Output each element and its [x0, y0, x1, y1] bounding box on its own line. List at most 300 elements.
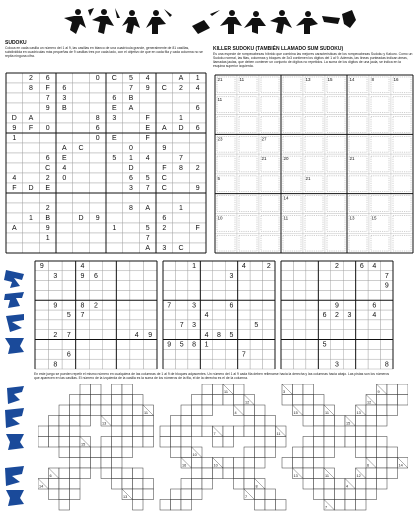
sudoku-cell[interactable] [89, 193, 106, 203]
kakuro-cell[interactable] [91, 395, 102, 406]
samurai3-cell[interactable] [306, 300, 318, 310]
killer-cell[interactable] [369, 154, 391, 174]
kakuro-cell[interactable] [244, 458, 255, 469]
sudoku-cell[interactable] [123, 133, 140, 143]
samurai1-cell[interactable] [35, 290, 49, 300]
samurai3-cell[interactable] [368, 330, 380, 340]
kakuro-cell[interactable] [377, 437, 388, 448]
samurai1-cell[interactable] [130, 281, 144, 291]
killer-cell[interactable] [325, 154, 347, 174]
samurai1-cell[interactable] [143, 320, 157, 330]
samurai1-cell[interactable] [143, 271, 157, 281]
samurai1-cell[interactable] [130, 340, 144, 350]
killer-cell[interactable] [391, 134, 413, 154]
samurai1-cell[interactable] [35, 300, 49, 310]
killer-cell[interactable] [259, 174, 281, 194]
samurai2-cell[interactable] [163, 281, 175, 291]
samurai3-cell[interactable] [381, 310, 393, 320]
sudoku-cell[interactable] [6, 83, 23, 93]
sudoku-cell[interactable] [106, 123, 123, 133]
samurai2-cell[interactable] [163, 261, 175, 271]
samurai2-cell[interactable] [238, 271, 250, 281]
samurai2-cell[interactable] [175, 281, 187, 291]
killer-cell[interactable] [259, 233, 281, 253]
killer-cell[interactable] [303, 194, 325, 214]
kakuro-cell[interactable] [112, 437, 123, 448]
kakuro-cell[interactable] [314, 395, 325, 406]
kakuro-cell[interactable] [265, 489, 276, 500]
samurai1-cell[interactable] [89, 261, 103, 271]
kakuro-cell[interactable] [303, 479, 314, 490]
kakuro-cell[interactable] [314, 426, 325, 437]
samurai2-cell[interactable] [200, 300, 212, 310]
sudoku-cell[interactable] [73, 183, 90, 193]
kakuro-cell[interactable] [133, 437, 144, 448]
samurai2-cell[interactable] [188, 290, 200, 300]
kakuro-cell[interactable] [255, 458, 266, 469]
kakuro-cell[interactable] [181, 447, 192, 458]
killer-cell[interactable] [347, 194, 369, 214]
sudoku-cell[interactable] [173, 183, 190, 193]
samurai3-cell[interactable] [356, 340, 368, 350]
sudoku-cell[interactable] [123, 233, 140, 243]
kakuro-cell[interactable] [377, 395, 388, 406]
samurai3-cell[interactable] [318, 330, 330, 340]
kakuro-cell[interactable] [112, 468, 123, 479]
sudoku-cell[interactable] [106, 83, 123, 93]
samurai2-cell[interactable] [225, 359, 237, 369]
sudoku-cell[interactable] [6, 213, 23, 223]
sudoku-cell[interactable] [156, 93, 173, 103]
sudoku-cell[interactable] [89, 83, 106, 93]
samurai1-cell[interactable] [35, 271, 49, 281]
samurai2-cell[interactable] [163, 349, 175, 359]
kakuro-cell[interactable] [255, 489, 266, 500]
sudoku-cell[interactable] [73, 243, 90, 253]
sudoku-cell[interactable] [56, 133, 73, 143]
samurai2-cell[interactable] [200, 271, 212, 281]
samurai1-cell[interactable] [62, 320, 76, 330]
samurai3-cell[interactable] [356, 271, 368, 281]
sudoku-cell[interactable] [106, 183, 123, 193]
sudoku-cell[interactable] [73, 173, 90, 183]
samurai1-cell[interactable] [130, 300, 144, 310]
kakuro-cell[interactable] [122, 395, 133, 406]
sudoku-cell[interactable] [106, 203, 123, 213]
kakuro-cell[interactable] [122, 416, 133, 427]
killer-cell[interactable] [215, 233, 237, 253]
killer-cell[interactable] [237, 213, 259, 233]
kakuro-cell[interactable] [59, 447, 70, 458]
samurai3-cell[interactable] [306, 340, 318, 350]
kakuro-cell[interactable] [80, 416, 91, 427]
kakuro-cell[interactable] [356, 437, 367, 448]
kakuro-cell[interactable] [303, 468, 314, 479]
kakuro-cell[interactable] [171, 447, 182, 458]
sudoku-cell[interactable] [189, 193, 206, 203]
samurai1-cell[interactable] [103, 349, 117, 359]
samurai1-cell[interactable] [62, 281, 76, 291]
samurai3-cell[interactable] [293, 310, 305, 320]
kakuro-cell[interactable] [234, 479, 245, 490]
samurai2-cell[interactable] [175, 261, 187, 271]
sudoku-cell[interactable] [23, 233, 40, 243]
samurai2-cell[interactable] [213, 271, 225, 281]
kakuro-cell[interactable] [80, 458, 91, 469]
sudoku-cell[interactable] [89, 153, 106, 163]
kakuro-cell[interactable] [202, 479, 213, 490]
samurai1-cell[interactable] [116, 359, 130, 369]
samurai1-cell[interactable] [103, 310, 117, 320]
killer-cell[interactable] [281, 134, 303, 154]
samurai1-cell[interactable] [89, 330, 103, 340]
sudoku-cell[interactable] [123, 243, 140, 253]
samurai1-cell[interactable] [62, 271, 76, 281]
killer-cell[interactable] [237, 115, 259, 135]
kakuro-cell[interactable] [160, 500, 171, 511]
sudoku-cell[interactable] [156, 153, 173, 163]
sudoku-cell[interactable] [89, 163, 106, 173]
sudoku-cell[interactable] [56, 183, 73, 193]
kakuro-cell[interactable] [293, 447, 304, 458]
samurai1-cell[interactable] [35, 349, 49, 359]
kakuro-cell[interactable] [356, 489, 367, 500]
samurai2-cell[interactable] [163, 310, 175, 320]
samurai1-cell[interactable] [62, 261, 76, 271]
kakuro-cell[interactable] [80, 447, 91, 458]
kakuro-cell[interactable] [171, 437, 182, 448]
samurai3-cell[interactable] [368, 349, 380, 359]
sudoku-cell[interactable] [173, 173, 190, 183]
sudoku-cell[interactable] [73, 83, 90, 93]
kakuro-cell[interactable] [133, 405, 144, 416]
samurai1-cell[interactable] [116, 281, 130, 291]
samurai3-cell[interactable] [318, 359, 330, 369]
kakuro-cell[interactable] [398, 395, 409, 406]
samurai1-cell[interactable] [49, 310, 63, 320]
samurai2-cell[interactable] [188, 310, 200, 320]
samurai1-cell[interactable] [35, 340, 49, 350]
kakuro-cell[interactable] [324, 489, 335, 500]
sudoku-cell[interactable] [23, 103, 40, 113]
kakuro-cell[interactable] [122, 405, 133, 416]
samurai3-cell[interactable] [306, 310, 318, 320]
sudoku-cell[interactable] [123, 193, 140, 203]
sudoku-cell[interactable] [173, 233, 190, 243]
kakuro-cell[interactable] [223, 395, 234, 406]
samurai3-cell[interactable] [293, 271, 305, 281]
killer-cell[interactable] [325, 174, 347, 194]
killer-cell[interactable] [259, 75, 281, 95]
kakuro-cell[interactable] [112, 384, 123, 395]
samurai1-cell[interactable] [130, 290, 144, 300]
sudoku-cell[interactable] [56, 193, 73, 203]
samurai2-cell[interactable] [200, 281, 212, 291]
kakuro-cell[interactable] [70, 468, 81, 479]
samurai1-cell[interactable] [143, 310, 157, 320]
samurai2-cell[interactable] [163, 271, 175, 281]
kakuro-cell[interactable] [265, 437, 276, 448]
kakuro-cell[interactable] [112, 405, 123, 416]
samurai2-cell[interactable] [250, 349, 262, 359]
samurai2-cell[interactable] [263, 349, 275, 359]
kakuro-cell[interactable] [293, 395, 304, 406]
killer-cell[interactable] [391, 115, 413, 135]
samurai3-cell[interactable] [356, 320, 368, 330]
kakuro-cell[interactable] [122, 384, 133, 395]
sudoku-cell[interactable] [23, 143, 40, 153]
samurai2-cell[interactable] [213, 281, 225, 291]
kakuro-cell[interactable] [223, 426, 234, 437]
kakuro-cell[interactable] [59, 500, 70, 511]
sudoku-cell[interactable] [73, 203, 90, 213]
kakuro-cell[interactable] [366, 479, 377, 490]
sudoku-cell[interactable] [89, 183, 106, 193]
samurai3-cell[interactable] [306, 330, 318, 340]
kakuro-cell[interactable] [324, 437, 335, 448]
kakuro-cell[interactable] [143, 479, 154, 490]
samurai2-cell[interactable] [175, 330, 187, 340]
samurai3-cell[interactable] [281, 271, 293, 281]
samurai3-cell[interactable] [356, 359, 368, 369]
samurai1-cell[interactable] [103, 290, 117, 300]
sudoku-cell[interactable] [73, 133, 90, 143]
samurai3-cell[interactable] [356, 290, 368, 300]
samurai2-cell[interactable] [163, 330, 175, 340]
sudoku-cell[interactable] [23, 133, 40, 143]
samurai3-cell[interactable] [343, 330, 355, 340]
samurai2-cell[interactable] [238, 300, 250, 310]
samurai2-cell[interactable] [250, 310, 262, 320]
kakuro-cell[interactable] [112, 416, 123, 427]
kakuro-cell[interactable] [70, 479, 81, 490]
samurai1-cell[interactable] [116, 271, 130, 281]
kakuro-cell[interactable] [160, 437, 171, 448]
killer-cell[interactable] [237, 174, 259, 194]
kakuro-cell[interactable] [265, 447, 276, 458]
kakuro-cell[interactable] [303, 447, 314, 458]
kakuro-cell[interactable] [244, 426, 255, 437]
samurai3-cell[interactable] [318, 281, 330, 291]
sudoku-cell[interactable] [56, 73, 73, 83]
killer-cell[interactable] [303, 154, 325, 174]
samurai2-cell[interactable] [188, 281, 200, 291]
samurai2-cell[interactable] [175, 300, 187, 310]
samurai1-cell[interactable] [130, 359, 144, 369]
kakuro-cell[interactable] [356, 500, 367, 511]
samurai3-cell[interactable] [343, 320, 355, 330]
sudoku-cell[interactable] [73, 163, 90, 173]
sudoku-cell[interactable] [23, 173, 40, 183]
kakuro-cell[interactable] [314, 458, 325, 469]
kakuro-cell[interactable] [356, 426, 367, 437]
killer-cell[interactable] [391, 95, 413, 115]
samurai2-cell[interactable] [238, 330, 250, 340]
kakuro-cell[interactable] [122, 479, 133, 490]
samurai3-cell[interactable] [331, 330, 343, 340]
samurai1-cell[interactable] [130, 349, 144, 359]
killer-cell[interactable] [303, 213, 325, 233]
sudoku-cell[interactable] [189, 133, 206, 143]
samurai3-cell[interactable] [331, 290, 343, 300]
kakuro-cell[interactable] [202, 426, 213, 437]
sudoku-cell[interactable] [139, 93, 156, 103]
kakuro-cell[interactable] [101, 468, 112, 479]
kakuro-cell[interactable] [70, 489, 81, 500]
samurai1-cell[interactable] [49, 281, 63, 291]
kakuro-cell[interactable] [335, 489, 346, 500]
samurai1-cell[interactable] [103, 271, 117, 281]
samurai2-cell[interactable] [225, 320, 237, 330]
kakuro-cell[interactable] [366, 405, 377, 416]
samurai1-cell[interactable] [76, 290, 90, 300]
samurai3-cell[interactable] [368, 359, 380, 369]
samurai2-cell[interactable] [200, 320, 212, 330]
samurai3-cell[interactable] [331, 271, 343, 281]
kakuro-cell[interactable] [314, 405, 325, 416]
sudoku-cell[interactable] [139, 103, 156, 113]
samurai3-cell[interactable] [368, 281, 380, 291]
samurai3-cell[interactable] [281, 261, 293, 271]
samurai2-cell[interactable] [263, 340, 275, 350]
samurai1-cell[interactable] [89, 340, 103, 350]
samurai3-cell[interactable] [293, 281, 305, 291]
kakuro-cell[interactable] [314, 479, 325, 490]
sudoku-cell[interactable] [156, 73, 173, 83]
samurai1-cell[interactable] [116, 300, 130, 310]
sudoku-cell[interactable] [189, 153, 206, 163]
sudoku-cell[interactable] [73, 73, 90, 83]
kakuro-cell[interactable] [282, 395, 293, 406]
kakuro-cell[interactable] [59, 489, 70, 500]
samurai3-cell[interactable] [318, 300, 330, 310]
samurai3-cell[interactable] [343, 261, 355, 271]
samurai2-cell[interactable] [263, 320, 275, 330]
kakuro-cell[interactable] [314, 447, 325, 458]
kakuro-cell[interactable] [356, 447, 367, 458]
kakuro-cell[interactable] [335, 416, 346, 427]
samurai3-cell[interactable] [293, 320, 305, 330]
samurai3-cell[interactable] [281, 290, 293, 300]
samurai3-cell[interactable] [381, 290, 393, 300]
samurai3-cell[interactable] [368, 340, 380, 350]
samurai1-cell[interactable] [76, 320, 90, 330]
killer-cell[interactable] [391, 154, 413, 174]
sudoku-cell[interactable] [56, 223, 73, 233]
samurai1-cell[interactable] [143, 281, 157, 291]
samurai2-cell[interactable] [163, 359, 175, 369]
samurai3-cell[interactable] [356, 310, 368, 320]
kakuro-cell[interactable] [192, 479, 203, 490]
kakuro-cell[interactable] [49, 437, 60, 448]
sudoku-cell[interactable] [173, 103, 190, 113]
samurai2-cell[interactable] [200, 261, 212, 271]
kakuro-cell[interactable] [101, 405, 112, 416]
samurai2-cell[interactable] [250, 261, 262, 271]
kakuro-cell[interactable] [101, 395, 112, 406]
kakuro-cell[interactable] [160, 426, 171, 437]
kakuro-cell[interactable] [122, 437, 133, 448]
samurai2-cell[interactable] [263, 359, 275, 369]
samurai3-cell[interactable] [293, 330, 305, 340]
samurai1-cell[interactable] [49, 349, 63, 359]
kakuro-cell[interactable] [171, 500, 182, 511]
killer-cell[interactable] [391, 233, 413, 253]
kakuro-cell[interactable] [213, 384, 224, 395]
kakuro-cell[interactable] [377, 416, 388, 427]
samurai1-cell[interactable] [76, 359, 90, 369]
kakuro-cell[interactable] [101, 447, 112, 458]
samurai1-cell[interactable] [130, 271, 144, 281]
kakuro-cell[interactable] [70, 426, 81, 437]
killer-cell[interactable] [259, 95, 281, 115]
killer-cell[interactable] [391, 213, 413, 233]
killer-cell[interactable] [325, 213, 347, 233]
killer-cell[interactable] [237, 154, 259, 174]
sudoku-cell[interactable] [39, 193, 56, 203]
kakuro-cell[interactable] [171, 426, 182, 437]
samurai3-cell[interactable] [356, 330, 368, 340]
samurai2-cell[interactable] [250, 330, 262, 340]
kakuro-cell[interactable] [335, 479, 349, 490]
killer-cell[interactable] [237, 95, 259, 115]
killer-cell[interactable] [347, 95, 369, 115]
sudoku-cell[interactable] [73, 223, 90, 233]
kakuro-cell[interactable] [213, 395, 224, 406]
kakuro-cell[interactable] [80, 468, 91, 479]
samurai1-cell[interactable] [103, 340, 117, 350]
samurai1-cell[interactable] [49, 261, 63, 271]
kakuro-cell[interactable] [59, 426, 70, 437]
sudoku-cell[interactable] [89, 143, 106, 153]
kakuro-cell[interactable] [59, 437, 70, 448]
samurai1-cell[interactable] [62, 290, 76, 300]
killer-cell[interactable] [369, 95, 391, 115]
samurai3-cell[interactable] [281, 330, 293, 340]
kakuro-cell[interactable] [112, 458, 123, 469]
samurai2-cell[interactable] [250, 340, 262, 350]
sudoku-cell[interactable] [189, 173, 206, 183]
kakuro-cell[interactable] [101, 437, 112, 448]
sudoku-cell[interactable] [189, 243, 206, 253]
killer-cell[interactable] [369, 174, 391, 194]
killer-cell[interactable] [325, 194, 347, 214]
samurai1-cell[interactable] [62, 300, 76, 310]
sudoku-cell[interactable] [106, 193, 123, 203]
sudoku-cell[interactable] [73, 113, 90, 123]
kakuro-cell[interactable] [324, 447, 335, 458]
kakuro-cell[interactable] [181, 479, 192, 490]
samurai1-cell[interactable] [143, 359, 157, 369]
samurai3-cell[interactable] [343, 349, 355, 359]
samurai3-cell[interactable] [281, 300, 293, 310]
kakuro-cell[interactable] [59, 479, 70, 490]
kakuro-cell[interactable] [91, 405, 102, 416]
killer-cell[interactable] [259, 213, 281, 233]
kakuro-cell[interactable] [70, 416, 81, 427]
samurai1-cell[interactable] [76, 281, 90, 291]
kakuro-cell[interactable] [49, 416, 60, 427]
kakuro-cell[interactable] [387, 468, 398, 479]
sudoku-cell[interactable] [23, 153, 40, 163]
sudoku-cell[interactable] [189, 113, 206, 123]
kakuro-cell[interactable] [192, 395, 203, 406]
sudoku-cell[interactable] [6, 163, 23, 173]
samurai3-cell[interactable] [306, 349, 318, 359]
sudoku-cell[interactable] [23, 223, 40, 233]
kakuro-cell[interactable] [122, 468, 133, 479]
kakuro-cell[interactable] [324, 416, 335, 427]
